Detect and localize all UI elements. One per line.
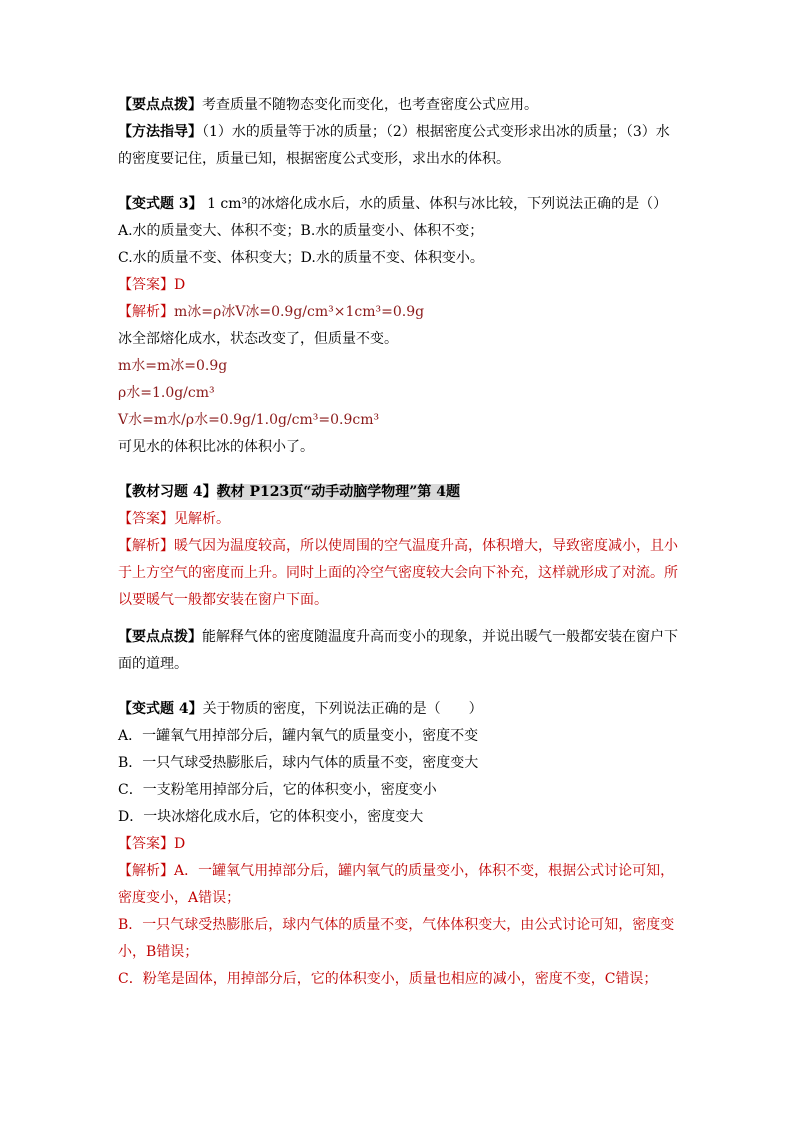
exercise-4-key-point-line-1: 【要点点拨】能解释气体的密度随温度升高而变小的现象，并说出暖气一般都安装在窗户下 bbox=[118, 629, 678, 645]
variant-4-option-b: B．一只气球受热膨胀后，球内气体的质量不变，密度变大 bbox=[118, 755, 479, 771]
variant-3-options-ab: A.水的质量变大、体积不变；B.水的质量变小、体积不变； bbox=[118, 223, 484, 239]
exercise-4-text: 教材 P123页“动手动脑学物理”第 4题 bbox=[216, 484, 460, 500]
textbook-exercise-4-title bbox=[118, 479, 688, 506]
variant-4-option-c: C．一支粉笔用掉部分后，它的体积变小，密度变小 bbox=[118, 782, 437, 798]
variant-3-formula-4: V水=m水/ρ水=0.9g/1.0g/cm³=0.9cm³ bbox=[118, 412, 380, 428]
exercise-4-answer: 【答案】见解析。 bbox=[118, 511, 230, 527]
variant-4-analysis-a-2: 密度变小，A错误； bbox=[118, 890, 241, 906]
analysis-tag: 【解析】 bbox=[118, 304, 174, 320]
variant-4-option-a: A．一罐氧气用掉部分后，罐内氧气的质量变小，密度不变 bbox=[118, 728, 479, 744]
variant-4-analysis-b-2: 小，B错误； bbox=[118, 944, 199, 960]
exercise-4-analysis-line-3: 以要暖气一般都安装在窗户下面。 bbox=[118, 592, 328, 608]
variant-3-conclusion: 可见水的体积比冰的体积小了。 bbox=[118, 439, 314, 455]
variant-4-title: 【变式题 4】关于物质的密度，下列说法正确的是（ ） bbox=[118, 701, 483, 717]
exercise-4-analysis-line-1: 【解析】暖气因为温度较高，所以使周围的空气温度升高，体积增大，导致密度减小，且小 bbox=[118, 538, 678, 554]
key-point-tag: 【要点点拨】 bbox=[118, 97, 202, 113]
variant-4-analysis-a-1: 【解析】A．一罐氧气用掉部分后，罐内氧气的质量变小，体积不变，根据公式讨论可知， bbox=[118, 863, 675, 879]
variant-3-options-cd: C.水的质量不变、体积变大；D.水的质量不变、体积变小。 bbox=[118, 250, 484, 266]
answer-tag: 【答案】 bbox=[118, 277, 174, 293]
method-line-1: 【方法指导】（1）水的质量等于冰的质量；（2）根据密度公式变形求出冰的质量；（3）水 bbox=[118, 124, 670, 140]
variant-3-answer bbox=[118, 272, 688, 299]
variant-4-analysis-c-1: C．粉笔是固体，用掉部分后，它的体积变小，质量也相应的减小，密度不变，C错误； bbox=[118, 971, 658, 987]
variant-4-option-d: D．一块冰熔化成水后，它的体积变小，密度变大 bbox=[118, 809, 424, 825]
variant-3-formula-2: m水=m冰=0.9g bbox=[118, 358, 228, 374]
key-point-text: 考查质量不随物态变化而变化，也考查密度公式应用。 bbox=[202, 97, 538, 113]
variant-4-analysis-b-1: B．一只气球受热膨胀后，球内气体的质量不变，气体体积变大，由公式讨论可知，密度变 bbox=[118, 917, 675, 933]
variant-3-title: 【变式题 3】 1 cm³的冰熔化成水后，水的质量、体积与冰比较，下列说法正确的是（） bbox=[118, 196, 668, 212]
variant-3-melt-line: 冰全部熔化成水，状态改变了，但质量不变。 bbox=[118, 331, 398, 347]
key-point-line bbox=[118, 92, 688, 119]
answer-value: D bbox=[174, 277, 186, 293]
exercise-4-tag: 【教材习题 4】 bbox=[118, 484, 217, 500]
variant-3-analysis-formula-1: 【解析】m冰=ρ冰V冰=0.9g/cm³×1cm³=0.9g bbox=[118, 304, 425, 320]
exercise-4-analysis-line-2: 于上方空气的密度而上升。同时上面的冷空气密度较大会向下补充，这样就形成了对流。所 bbox=[118, 565, 678, 581]
variant-4-tag: 【变式题 4】 bbox=[118, 701, 203, 717]
variant-4-answer: 【答案】D bbox=[118, 836, 186, 852]
method-tag: 【方法指导】 bbox=[118, 124, 202, 140]
variant-3-tag: 【变式题 3】 bbox=[118, 196, 203, 212]
document-content bbox=[118, 92, 688, 993]
exercise-4-key-point-line-2: 面的道理。 bbox=[118, 656, 188, 672]
method-line-2: 的密度要记住，质量已知，根据密度公式变形，求出水的体积。 bbox=[118, 151, 510, 167]
variant-3-formula-3: ρ水=1.0g/cm³ bbox=[118, 385, 215, 401]
